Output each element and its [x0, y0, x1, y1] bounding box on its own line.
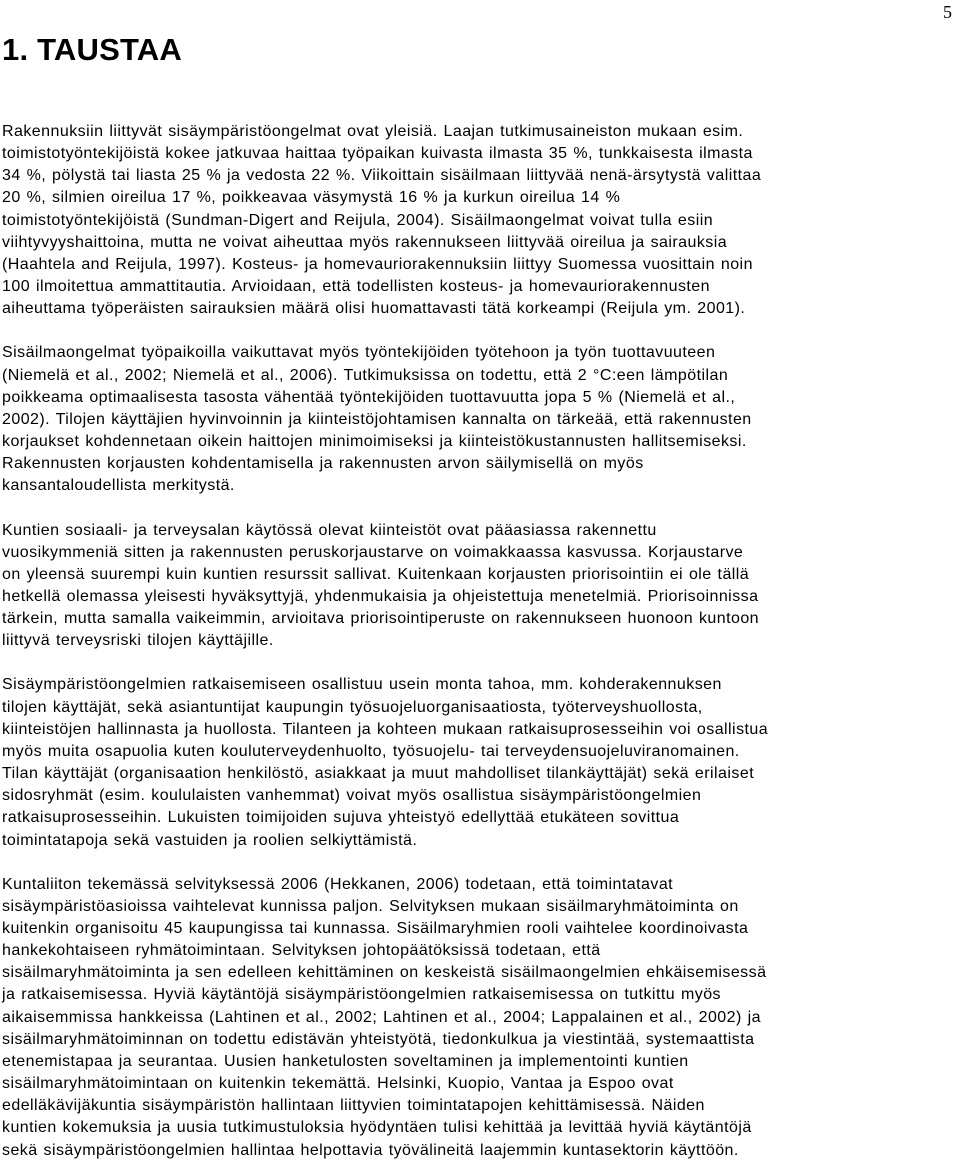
text-line: aikaisemmissa hankkeissa (Lahtinen et al., 2002; Lahtinen et al., 2004; Lappalainen et al., 2002) ja — [2, 1008, 762, 1026]
text-line: kiinteistöjen hallinnasta ja huollosta. Tilanteen ja kohteen mukaan ratkaisuprosesseihin voi osallistua — [2, 720, 769, 738]
text-line: sisäilmaryhmätoiminta ja sen edelleen kehittäminen on keskeistä sisäilmaongelmien ehkäisemisessä — [2, 964, 767, 982]
text-line: Tilan käyttäjät (organisaation henkilöstö, asiakkaat ja muut mahdolliset tilankäyttäjät) sekä erilaiset — [2, 765, 755, 783]
text-line: poikkeama optimaalisesta tasosta vähentää työntekijöiden tuottavuutta jopa 5 % (Niemelä et al., — [2, 388, 736, 406]
body-text — [2, 121, 956, 1162]
text-line: etenemistapaa ja seurantaa. Uusien hanketulosten soveltaminen ja implementointi kuntien — [2, 1052, 689, 1070]
text-line: 100 ilmoitettua ammattitautia. Arvioidaan, että todellisten kosteus- ja homevauriorakennusten — [2, 278, 710, 296]
text-line: 34 %, pölystä tai liasta 25 % ja vedosta 22 %. Viikoittain sisäilmaan liittyvää nenä-ärsytystä valittaa — [2, 167, 762, 185]
text-line: kuntien kokemuksia ja uusia tutkimustuloksia hyödyntäen tulisi kehittää ja levittää hyviä käytäntöjä — [2, 1119, 752, 1137]
text-line: Sisäympäristöongelmien ratkaisemiseen osallistuu usein monta tahoa, mm. kohderakennuksen — [2, 676, 722, 694]
text-line: toimistotyöntekijöistä kokee jatkuvaa haittaa työpaikan kuivasta ilmasta 35 %, tunkkaisesta ilmasta — [2, 145, 753, 163]
text-line: Rakennusten korjausten kohdentamisella ja rakennusten arvon säilymisellä on myös — [2, 455, 644, 473]
text-line: Kuntaliiton tekemässä selvityksessä 2006 (Hekkanen, 2006) todetaan, että toimintatavat — [2, 875, 674, 893]
paragraph — [2, 674, 956, 851]
section-heading: 1. TAUSTAA — [2, 32, 182, 67]
paragraph — [2, 342, 956, 497]
text-line: toimintatapoja sekä vastuiden ja roolien selkiyttämistä. — [2, 831, 418, 849]
text-line: kansantaloudellista merkitystä. — [2, 477, 235, 495]
text-line: tilojen käyttäjät, sekä asiantuntijat kaupungin työsuojeluorganisaatiosta, työterveyshuollosta, — [2, 698, 703, 716]
text-line: sisäilmaryhmätoimintaan on kuitenkin tekemättä. Helsinki, Kuopio, Vantaa ja Espoo ovat — [2, 1075, 674, 1093]
text-line: ratkaisuprosesseihin. Lukuisten toimijoiden sujuva yhteistyö edellyttää etukäteen sovittua — [2, 809, 680, 827]
page-number: 5 — [943, 2, 952, 22]
text-line: hetkellä olemassa yleisesti hyväksyttyjä, yhdenmukaisia ja ohjeistettuja menetelmiä. Priorisoinnissa — [2, 587, 759, 605]
paragraph — [2, 874, 956, 1162]
text-line: Kuntien sosiaali- ja terveysalan käytössä olevat kiinteistöt ovat pääasiassa rakennettu — [2, 521, 657, 539]
text-line: viihtyvyyshaittoina, mutta ne voivat aiheuttaa myös rakennukseen liittyvää oireilua ja sairauksia — [2, 233, 728, 251]
text-line: aiheuttama työperäisten sairauksien määrä olisi huomattavasti tätä korkeampi (Reijula ym. 2001). — [2, 300, 746, 318]
text-line: myös muita osapuolia kuten kouluterveydenhuolto, työsuojelu- tai terveydensuojeluviranomainen. — [2, 742, 740, 760]
text-line: toimistotyöntekijöistä (Sundman-Digert and Reijula, 2004). Sisäilmaongelmat voivat tulla esiin — [2, 211, 714, 229]
paragraph — [2, 520, 956, 653]
text-line: tärkein, mutta samalla vaikeimmin, arvioitava priorisointiperuste on rakennukseen huonoon kuntoon — [2, 610, 760, 628]
text-line: ja ratkaisemisessa. Hyviä käytäntöjä sisäympäristöongelmien ratkaisemisessa on tutkittu myös — [2, 986, 722, 1004]
text-line: korjaukset kohdennetaan oikein haittojen minimoimiseksi ja kiinteistökustannusten hallitsemiseksi. — [2, 433, 747, 451]
text-line: kuitenkin organisoitu 45 kaupungissa tai kunnassa. Sisäilmaryhmien rooli vaihtelee koordinoivasta — [2, 920, 749, 937]
text-line: edelläkävijäkuntia sisäympäristön hallintaan liittyvien toimintatapojen kehittämisessä. Näiden — [2, 1097, 705, 1115]
text-line: (Niemelä et al., 2002; Niemelä et al., 2006). Tutkimuksissa on todettu, että 2 °C:een lämpötilan — [2, 366, 729, 384]
text-line: sisäilmaryhmätoiminnan on todettu edistävän yhteistyötä, tiedonkulkua ja viestintää, systemaattista — [2, 1030, 755, 1048]
text-line: vuosikymmeniä sitten ja rakennusten peruskorjaustarve on voimakkaassa kasvussa. Korjaustarve — [2, 543, 744, 561]
text-line: Rakennuksiin liittyvät sisäympäristöongelmat ovat yleisiä. Laajan tutkimusaineiston mukaan esim. — [2, 123, 744, 140]
text-line: sidosryhmät (esim. koululaisten vanhemmat) voivat myös osallistua sisäympäristöongelmien — [2, 787, 702, 805]
text-line: Sisäilmaongelmat työpaikoilla vaikuttavat myös työntekijöiden työtehoon ja työn tuottavuuteen — [2, 344, 716, 362]
text-line: on yleensä suurempi kuin kuntien resurssit sallivat. Kuitenkaan korjausten priorisointiin ei ole tällä — [2, 565, 750, 583]
paragraph — [2, 121, 956, 320]
text-line: 2002). Tilojen käyttäjien hyvinvoinnin ja kiinteistöjohtamisen kannalta on tärkeää, että rakennusten — [2, 410, 752, 428]
text-line: sekä sisäympäristöongelmien hallintaa helpottavia työvälineitä laajemmin kuntasektorin käyttöön. — [2, 1141, 739, 1159]
text-line: 20 %, silmien oireilua 17 %, poikkeavaa väsymystä 16 % ja kurkun oireilua 14 % — [2, 189, 621, 207]
text-line: (Haahtela and Reijula, 1997). Kosteus- ja homevauriorakennuksiin liittyy Suomessa vuosittain noin — [2, 255, 753, 273]
text-line: hankekohtaiseen ryhmätoimintaan. Selvityksen johtopäätöksissä todetaan, että — [2, 942, 601, 960]
text-line: liittyvä terveysriski tilojen käyttäjille. — [2, 632, 274, 650]
text-line: sisäympäristöasioissa vaihtelevat kunnissa paljon. Selvityksen mukaan sisäilmaryhmätoiminta on — [2, 897, 739, 915]
